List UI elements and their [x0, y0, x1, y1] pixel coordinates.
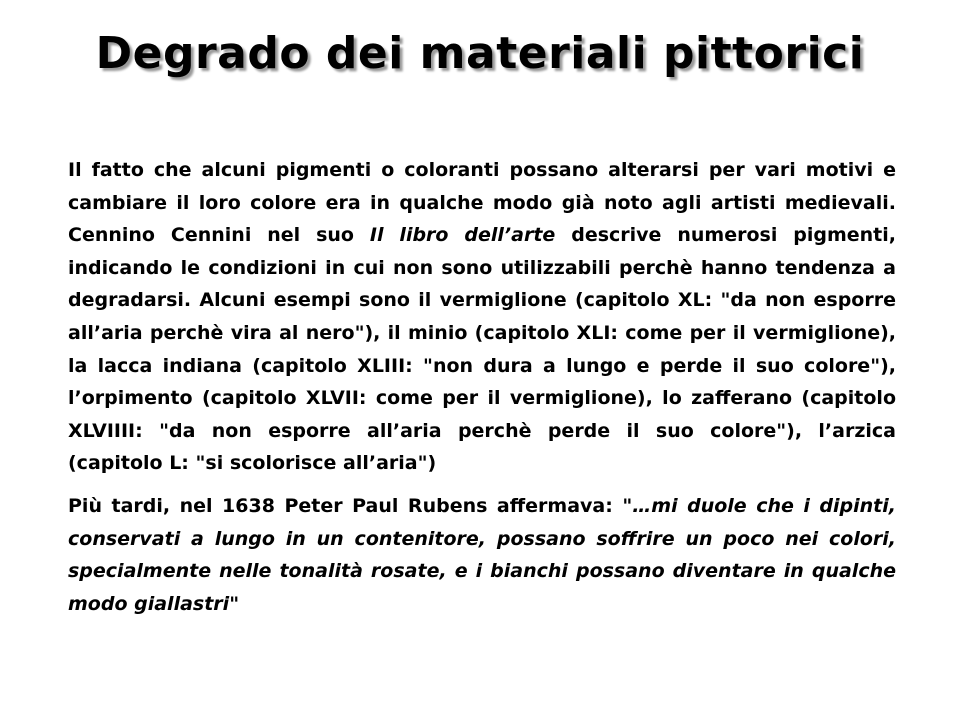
paragraph-pigments	[68, 154, 896, 480]
paragraph-rubens-intro: Più tardi, nel 1638 Peter Paul Rubens affermava: "	[68, 494, 633, 517]
paragraph-pigments-text-2: descrive numerosi pigmenti, indicando le condizioni in cui non sono utilizzabili perchè hanno tendenza a degradarsi. Alcuni esempi sono il vermiglione (capitolo XL: "da non esporre all’aria perchè vira al nero"), il minio (capitolo XLI: come per il vermiglione), la lacca indiana (capitolo XLIII: "non dura a lungo e perde il suo colore"), l’orpimento (capitolo XLVII: come per il vermiglione), lo zafferano (capitolo XLVIIII: "da non esporre all’aria perchè perde il suo colore"), l’arzica (capitolo L: "si scolorisce all’aria")	[68, 224, 896, 475]
book-title: Il libro dell’arte	[369, 224, 556, 247]
paragraph-pigments-text-1: Il fatto che alcuni pigmenti o coloranti possano alterarsi per vari motivi e cambiare il loro colore era in qualche modo già noto agli artisti medievali. Cennino Cennini nel suo	[68, 159, 896, 247]
slide-body	[68, 154, 896, 620]
paragraph-rubens-closing: "	[229, 592, 240, 615]
paragraph-rubens	[68, 490, 896, 620]
slide-title: Degrado dei materiali pittorici	[95, 28, 865, 79]
rubens-quote: …mi duole che i dipinti, conservati a lungo in un contenitore, possano soffrire un poco nei colori, specialmente nelle tonalità rosate, e i bianchi possano diventare in qualche modo giallastri	[68, 494, 896, 615]
